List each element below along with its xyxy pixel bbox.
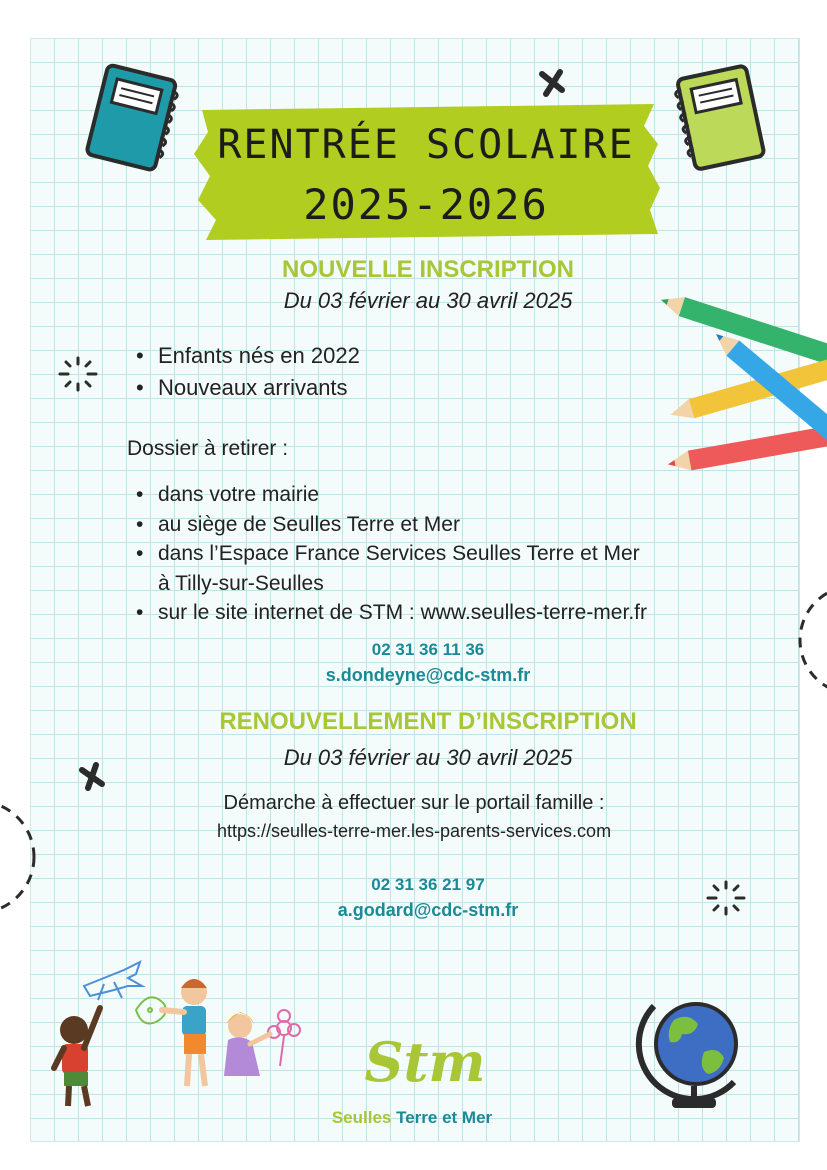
dashed-circle-doodle [796, 580, 827, 700]
list-item [134, 539, 794, 598]
list-item: • sur le site internet de STM : www.seulles-terre-mer.fr [134, 598, 794, 628]
portal-url-link[interactable]: https://seulles-terre-mer.les-parents-services.com [216, 821, 612, 841]
new-registration-email[interactable]: s.dondeyne@cdc-stm.fr [325, 665, 531, 685]
kids-drawing-illustration [44, 948, 306, 1113]
new-registration-phone: 02 31 36 11 36 [371, 640, 485, 659]
renewal-instruction: Démarche à effectuer sur le portail famille : [223, 792, 605, 814]
list-item-continuation: à Tilly-sur-Seulles [158, 571, 324, 595]
logo-name [306, 1108, 518, 1128]
logo-mark: Stm [364, 1030, 486, 1094]
cross-doodle-icon [536, 66, 568, 98]
list-item: • au siège de Seulles Terre et Mer [134, 510, 794, 540]
globe-icon [634, 986, 754, 1118]
sparkle-doodle-icon [704, 878, 748, 918]
sparkle-doodle-icon [56, 354, 100, 394]
list-item: • dans votre mairie [134, 480, 794, 510]
new-registration-heading: NOUVELLE INSCRIPTION [281, 256, 575, 283]
list-item: • Enfants nés en 2022 [134, 340, 360, 372]
list-item-text: dans l’Espace France Services Seulles Terre et Mer [158, 542, 640, 565]
eligibility-list [134, 340, 360, 404]
new-registration-dates: Du 03 février au 30 avril 2025 [283, 288, 573, 313]
locations-list [134, 480, 794, 628]
dashed-circle-doodle [0, 795, 40, 920]
renewal-email[interactable]: a.godard@cdc-stm.fr [337, 900, 519, 920]
logo-name-part2: Terre et Mer [396, 1108, 493, 1127]
logo-name-part1: Seulles [331, 1108, 392, 1127]
renewal-dates: Du 03 février au 30 avril 2025 [283, 745, 573, 770]
dossier-label: Dossier à retirer : [127, 437, 289, 460]
title-line-2: 2025-2026 [303, 180, 549, 229]
stm-logo [306, 1030, 518, 1134]
list-item: • Nouveaux arrivants [134, 372, 360, 404]
title-line-1: RENTRÉE SCOLAIRE [217, 122, 635, 168]
cross-doodle-icon [76, 760, 108, 792]
renewal-heading: RENOUVELLEMENT D’INSCRIPTION [219, 708, 637, 735]
renewal-phone: 02 31 36 21 97 [371, 875, 485, 894]
blue-notebook-icon [78, 62, 188, 177]
green-notebook-icon [664, 62, 774, 177]
